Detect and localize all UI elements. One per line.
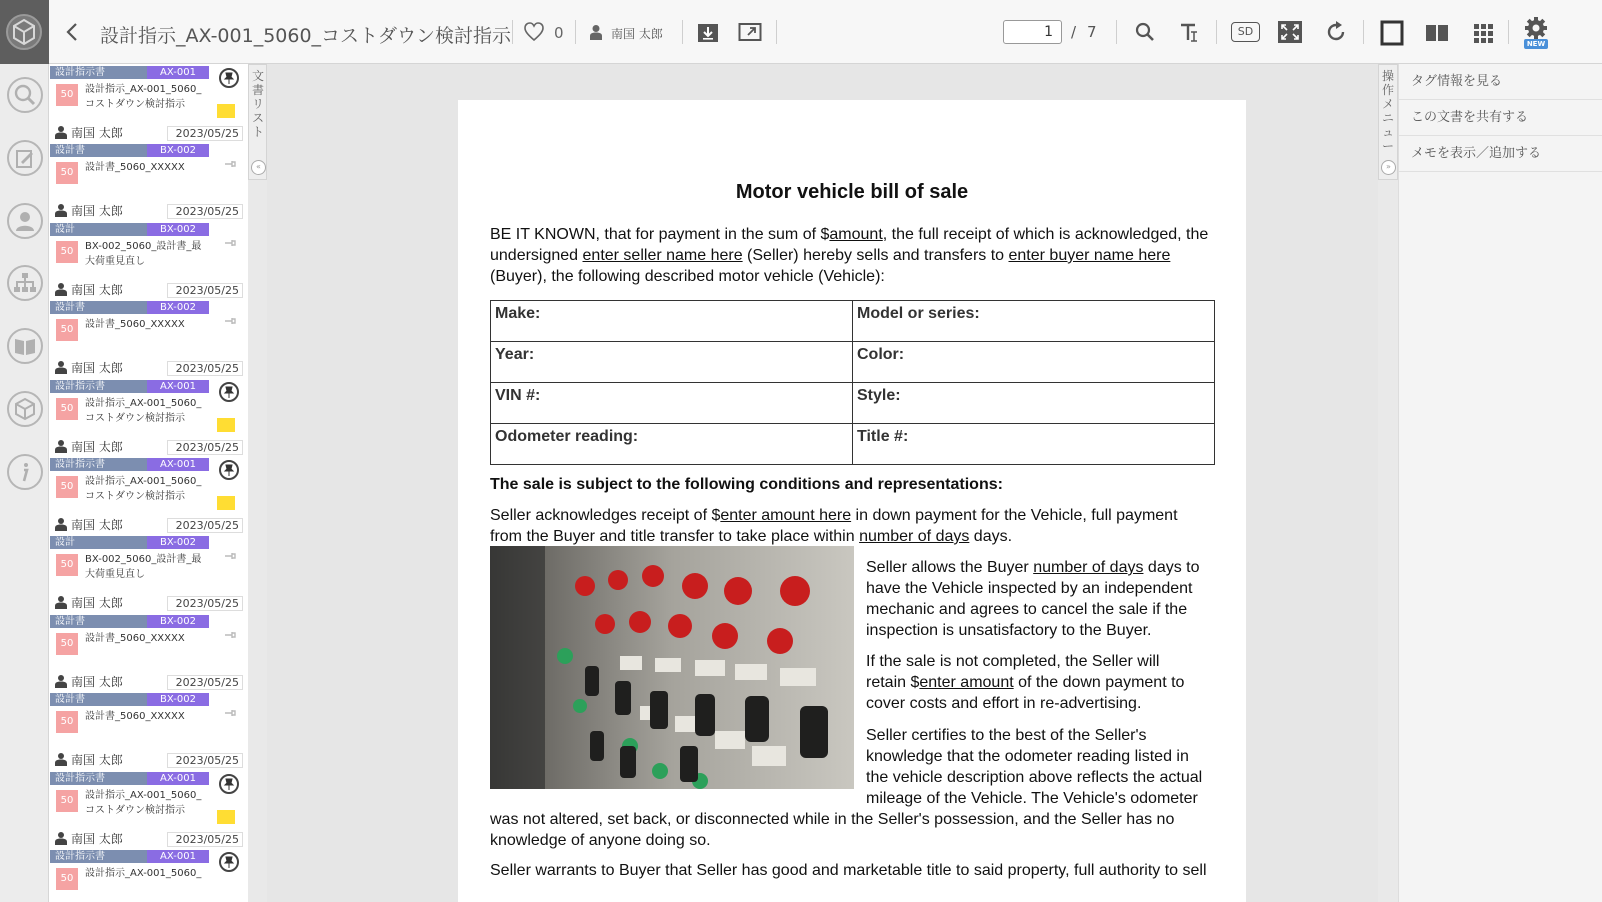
score-badge: 50 xyxy=(56,554,78,576)
owner-name: 南国 太郎 xyxy=(71,596,123,610)
category-bar xyxy=(50,850,209,863)
page-separator: / xyxy=(1071,23,1077,41)
score-badge: 50 xyxy=(56,476,78,498)
owner-name: 南国 太郎 xyxy=(71,518,123,532)
org-chart-icon xyxy=(9,267,41,299)
doc-title-line: 大荷重見直し xyxy=(85,569,145,580)
download-button[interactable] xyxy=(697,21,719,43)
owner-name: 南国 太郎 xyxy=(71,675,123,689)
grid-icon xyxy=(1472,22,1494,44)
conditions-heading: The sale is subject to the following conditions and representations: xyxy=(490,476,1003,493)
unpinned-icon[interactable] xyxy=(224,625,236,635)
download-icon xyxy=(697,21,719,43)
user-icon xyxy=(589,24,603,40)
search-icon xyxy=(9,79,41,111)
user-icon xyxy=(55,830,67,844)
doc-title-line: コストダウン検討指示 xyxy=(85,805,185,816)
list-item[interactable] xyxy=(49,299,248,380)
paragraph-line: knowledge that the odometer reading listed in xyxy=(866,748,1189,765)
search-button[interactable] xyxy=(1135,22,1155,42)
divider xyxy=(1363,20,1364,44)
menu-item-share[interactable]: この文書を共有する xyxy=(1399,100,1602,136)
paragraph-line: inspection is unsatisfactory to the Buyer. xyxy=(866,622,1152,639)
doc-title xyxy=(85,396,205,426)
category-label: 設計 xyxy=(55,224,75,235)
code-label: BX-002 xyxy=(147,615,209,628)
table-row xyxy=(491,301,1215,342)
category-label: 設計指示書 xyxy=(55,773,105,784)
inspection-paragraph xyxy=(866,557,1226,641)
divider xyxy=(1508,20,1509,44)
score-badge: 50 xyxy=(56,633,78,655)
date-field: 2023/05/25 xyxy=(167,440,243,455)
category-bar xyxy=(50,66,209,79)
back-button[interactable] xyxy=(62,20,84,44)
retain-paragraph xyxy=(866,651,1226,714)
document-list xyxy=(49,64,248,902)
rail-search-button[interactable] xyxy=(7,77,43,113)
book-icon xyxy=(9,330,41,362)
vin-cell: VIN #: xyxy=(491,383,853,424)
top-toolbar xyxy=(0,0,1602,64)
menu-item-tag-info[interactable]: タグ情報を見る xyxy=(1399,64,1602,100)
single-page-icon xyxy=(1379,20,1405,46)
user-icon xyxy=(55,673,67,687)
divider xyxy=(1216,20,1217,44)
paragraph-line: Seller allows the Buyer number of days days to xyxy=(866,559,1200,576)
intro-line: BE IT KNOWN, that for payment in the sum of $amount, the full receipt of which is acknowledged, the xyxy=(490,226,1209,243)
score-badge: 50 xyxy=(56,398,78,420)
category-label: 設計書 xyxy=(55,145,85,156)
category-bar xyxy=(50,693,209,706)
doc-title xyxy=(85,631,205,646)
document-page xyxy=(458,100,1246,902)
owner-name: 南国 太郎 xyxy=(611,27,663,41)
doclist-side-tab[interactable] xyxy=(248,64,267,180)
unpinned-icon[interactable] xyxy=(224,233,236,243)
paragraph-line: mechanic and agrees to cancel the sale if the xyxy=(866,601,1188,618)
external-window-icon xyxy=(738,22,762,42)
pin-icon[interactable] xyxy=(219,852,239,872)
doc-title xyxy=(85,866,205,881)
collapse-left-icon[interactable]: « xyxy=(251,160,266,175)
search-icon xyxy=(1135,22,1155,42)
paragraph-line: have the Vehicle inspected by an independent xyxy=(866,580,1193,597)
intro-line: undersigned enter seller name here (Seller) hereby sells and transfers to enter buyer name here xyxy=(490,247,1171,264)
user-icon xyxy=(55,516,67,530)
code-label: BX-002 xyxy=(147,536,209,549)
paragraph-line: mileage of the Vehicle. The Vehicle's odometer xyxy=(866,790,1198,807)
opmenu-tab-label: 操作メニュー xyxy=(1382,69,1395,153)
like-count: 0 xyxy=(554,24,564,42)
list-item[interactable] xyxy=(49,142,248,223)
score-badge: 50 xyxy=(56,241,78,263)
category-bar xyxy=(50,615,209,628)
heart-icon xyxy=(523,22,545,42)
vehicle-table xyxy=(490,300,1215,465)
list-item[interactable] xyxy=(49,456,248,537)
divider xyxy=(512,20,513,44)
table-row xyxy=(491,424,1215,465)
paragraph-line: retain $enter amount of the down payment to xyxy=(866,674,1185,691)
user-icon xyxy=(55,751,67,765)
rotate-button[interactable] xyxy=(1324,20,1348,44)
rail-edit-doc-button[interactable] xyxy=(7,140,43,176)
doc-title xyxy=(85,474,205,504)
pin-icon[interactable] xyxy=(219,68,239,88)
thumbnail-grid-button[interactable] xyxy=(1472,22,1494,44)
paragraph-line: Seller certifies to the best of the Seller's xyxy=(866,727,1147,744)
code-label: BX-002 xyxy=(147,693,209,706)
doc-title-line: 設計指示_AX-001_5060_ xyxy=(85,84,202,95)
rail-box-button[interactable] xyxy=(7,391,43,427)
cube-logo-icon xyxy=(0,0,49,64)
owner-name: 南国 太郎 xyxy=(71,440,123,454)
down-payment-paragraph xyxy=(490,505,1230,547)
category-label: 設計指示書 xyxy=(55,459,105,470)
doc-title-line: 設計書_5060_XXXXX xyxy=(85,711,185,722)
doc-title-line: コストダウン検討指示 xyxy=(85,99,185,110)
code-label: AX-001 xyxy=(147,66,209,79)
doc-title xyxy=(85,317,205,332)
memo-icon[interactable] xyxy=(217,496,235,510)
category-label: 設計書 xyxy=(55,302,85,313)
list-item[interactable] xyxy=(49,613,248,694)
odometer-cell: Odometer reading: xyxy=(491,424,853,465)
text-select-button[interactable] xyxy=(1178,21,1200,43)
left-nav-rail xyxy=(0,64,49,902)
list-item[interactable] xyxy=(49,534,248,615)
fit-screen-button[interactable] xyxy=(1277,20,1303,44)
category-label: 設計指示書 xyxy=(55,851,105,862)
unpinned-icon[interactable] xyxy=(224,154,236,164)
rail-workflow-button[interactable] xyxy=(7,265,43,301)
user-icon xyxy=(55,202,67,216)
code-label: AX-001 xyxy=(147,850,209,863)
doc-title-line: 大荷重見直し xyxy=(85,256,145,267)
make-cell: Make: xyxy=(491,301,853,342)
doc-title-line: 設計書_5060_XXXXX xyxy=(85,319,185,330)
owner-name: 南国 太郎 xyxy=(71,753,123,767)
paragraph-line: cover costs and effort in re-advertising. xyxy=(866,695,1142,712)
category-label: 設計指示書 xyxy=(55,381,105,392)
expand-icon xyxy=(1277,20,1303,44)
divider xyxy=(575,20,576,44)
category-label: 設計書 xyxy=(55,616,85,627)
memo-icon[interactable] xyxy=(217,810,235,824)
gear-icon xyxy=(1518,16,1554,40)
owner-name: 南国 太郎 xyxy=(71,204,123,218)
category-bar xyxy=(50,144,209,157)
date-field: 2023/05/25 xyxy=(167,518,243,533)
warranty-paragraph: Seller warrants to Buyer that Seller has good and marketable title to said property, full authority to sell xyxy=(490,862,1207,879)
score-badge: 50 xyxy=(56,711,78,733)
doclist-tab-label: 文書リスト xyxy=(252,69,265,139)
odometer-paragraph-cont xyxy=(490,809,1230,851)
paragraph-line: the vehicle description above reflects the actual xyxy=(866,769,1203,786)
code-label: AX-001 xyxy=(147,458,209,471)
doc-title-line: コストダウン検討指示 xyxy=(85,491,185,502)
user-icon xyxy=(9,205,41,237)
sd-quality-button[interactable]: SD xyxy=(1231,22,1260,42)
category-bar xyxy=(50,458,209,471)
divider xyxy=(776,20,777,44)
date-field: 2023/05/25 xyxy=(167,675,243,690)
pin-icon[interactable] xyxy=(219,774,239,794)
score-badge: 50 xyxy=(56,790,78,812)
text-cursor-icon xyxy=(1178,21,1200,43)
paragraph-line: from the Buyer and title transfer to take place within number of days days. xyxy=(490,528,1013,545)
user-icon xyxy=(55,281,67,295)
table-row xyxy=(491,342,1215,383)
control-panel-photo xyxy=(490,546,854,789)
operation-menu xyxy=(1398,64,1602,902)
code-label: AX-001 xyxy=(147,380,209,393)
doc-title xyxy=(85,160,205,175)
date-field: 2023/05/25 xyxy=(167,596,243,611)
rotate-icon xyxy=(1324,20,1348,44)
score-badge: 50 xyxy=(56,162,78,184)
divider xyxy=(1116,20,1117,44)
score-badge: 50 xyxy=(56,868,78,890)
color-cell: Color: xyxy=(853,342,1215,383)
code-label: AX-001 xyxy=(147,772,209,785)
owner-name: 南国 太郎 xyxy=(71,832,123,846)
list-item[interactable] xyxy=(49,848,248,902)
code-label: BX-002 xyxy=(147,301,209,314)
paragraph-line: If the sale is not completed, the Seller will xyxy=(866,653,1160,670)
category-label: 設計指示書 xyxy=(55,67,105,78)
chevron-left-icon xyxy=(62,20,84,44)
doc-title-line: 設計指示_AX-001_5060_ xyxy=(85,790,202,801)
pin-icon[interactable] xyxy=(219,460,239,480)
unpinned-icon[interactable] xyxy=(224,311,236,321)
odometer-paragraph xyxy=(866,725,1226,809)
list-item[interactable] xyxy=(49,221,248,302)
document-viewer xyxy=(267,64,1378,902)
table-row xyxy=(491,383,1215,424)
user-icon xyxy=(55,438,67,452)
list-item[interactable] xyxy=(49,64,248,145)
style-cell: Style: xyxy=(853,383,1215,424)
doc-title xyxy=(85,239,205,269)
divider xyxy=(682,20,683,44)
category-label: 設計書 xyxy=(55,694,85,705)
category-label: 設計 xyxy=(55,537,75,548)
two-page-view-button[interactable] xyxy=(1425,22,1449,44)
memo-icon[interactable] xyxy=(217,418,235,432)
doc-title xyxy=(85,82,205,112)
unpinned-icon[interactable] xyxy=(224,546,236,556)
cube-icon xyxy=(9,393,41,425)
doc-title xyxy=(85,788,205,818)
date-field: 2023/05/25 xyxy=(167,283,243,298)
info-icon xyxy=(9,456,41,488)
intro-line: (Buyer), the following described motor vehicle (Vehicle): xyxy=(490,268,885,285)
date-field: 2023/05/25 xyxy=(167,832,243,847)
user-icon xyxy=(55,594,67,608)
document-edit-icon xyxy=(9,142,41,174)
app-logo[interactable] xyxy=(0,0,49,64)
single-page-view-button[interactable] xyxy=(1379,20,1405,46)
doc-title xyxy=(85,552,205,582)
date-field: 2023/05/25 xyxy=(167,753,243,768)
paragraph-line: knowledge of anyone doing so. xyxy=(490,832,711,849)
category-bar xyxy=(50,536,209,549)
list-item[interactable] xyxy=(49,378,248,459)
new-badge: NEW xyxy=(1524,39,1548,49)
pin-icon[interactable] xyxy=(219,382,239,402)
date-field: 2023/05/25 xyxy=(167,204,243,219)
score-badge: 50 xyxy=(56,84,78,106)
paragraph-line: was not altered, set back, or disconnected while in the Seller's possession, and the Seller has no xyxy=(490,811,1175,828)
list-item[interactable] xyxy=(49,770,248,851)
doc-title-line: 設計指示_AX-001_5060_ xyxy=(85,868,202,879)
user-icon xyxy=(55,124,67,138)
doc-title-line: BX-002_5060_設計書_最 xyxy=(85,554,202,565)
code-label: BX-002 xyxy=(147,223,209,236)
opmenu-side-tab[interactable] xyxy=(1378,64,1398,180)
owner-name: 南国 太郎 xyxy=(71,126,123,140)
model-cell: Model or series: xyxy=(853,301,1215,342)
like-button[interactable] xyxy=(523,22,545,42)
doc-title-line: 設計書_5060_XXXXX xyxy=(85,633,185,644)
document-heading: Motor vehicle bill of sale xyxy=(735,181,969,203)
doc-title-line: 設計指示_AX-001_5060_ xyxy=(85,398,202,409)
doc-title xyxy=(85,709,205,724)
date-field: 2023/05/25 xyxy=(167,361,243,376)
doc-title-line: 設計書_5060_XXXXX xyxy=(85,162,185,173)
list-item[interactable] xyxy=(49,691,248,772)
rail-info-button[interactable] xyxy=(7,454,43,490)
category-bar xyxy=(50,223,209,236)
user-icon xyxy=(55,359,67,373)
menu-item-memo[interactable]: メモを表示／追加する xyxy=(1399,136,1602,172)
doc-title-line: コストダウン検討指示 xyxy=(85,413,185,424)
paragraph-line: Seller acknowledges receipt of $enter amount here in down payment for the Vehicle, full payment xyxy=(490,507,1178,524)
title-no-cell: Title #: xyxy=(853,424,1215,465)
open-external-button[interactable] xyxy=(738,22,762,42)
document-title: 設計指示_AX-001_5060_コストダウン検討指示 xyxy=(100,25,512,47)
memo-icon[interactable] xyxy=(217,104,235,118)
score-badge: 50 xyxy=(56,319,78,341)
category-bar xyxy=(50,380,209,393)
intro-paragraph xyxy=(490,224,1230,287)
owner-name: 南国 太郎 xyxy=(71,283,123,297)
collapse-right-icon[interactable]: » xyxy=(1381,160,1396,175)
doc-title-line: 設計指示_AX-001_5060_ xyxy=(85,476,202,487)
category-bar xyxy=(50,301,209,314)
unpinned-icon[interactable] xyxy=(224,703,236,713)
two-page-icon xyxy=(1425,22,1449,44)
code-label: BX-002 xyxy=(147,144,209,157)
rail-library-button[interactable] xyxy=(7,328,43,364)
doc-title-line: BX-002_5060_設計書_最 xyxy=(85,241,202,252)
year-cell: Year: xyxy=(491,342,853,383)
page-total: 7 xyxy=(1087,23,1097,41)
page-number-input[interactable]: 1 xyxy=(1003,20,1062,44)
owner-name: 南国 太郎 xyxy=(71,361,123,375)
settings-button[interactable] xyxy=(1518,16,1554,50)
date-field: 2023/05/25 xyxy=(167,126,243,141)
category-bar xyxy=(50,772,209,785)
rail-user-button[interactable] xyxy=(7,203,43,239)
